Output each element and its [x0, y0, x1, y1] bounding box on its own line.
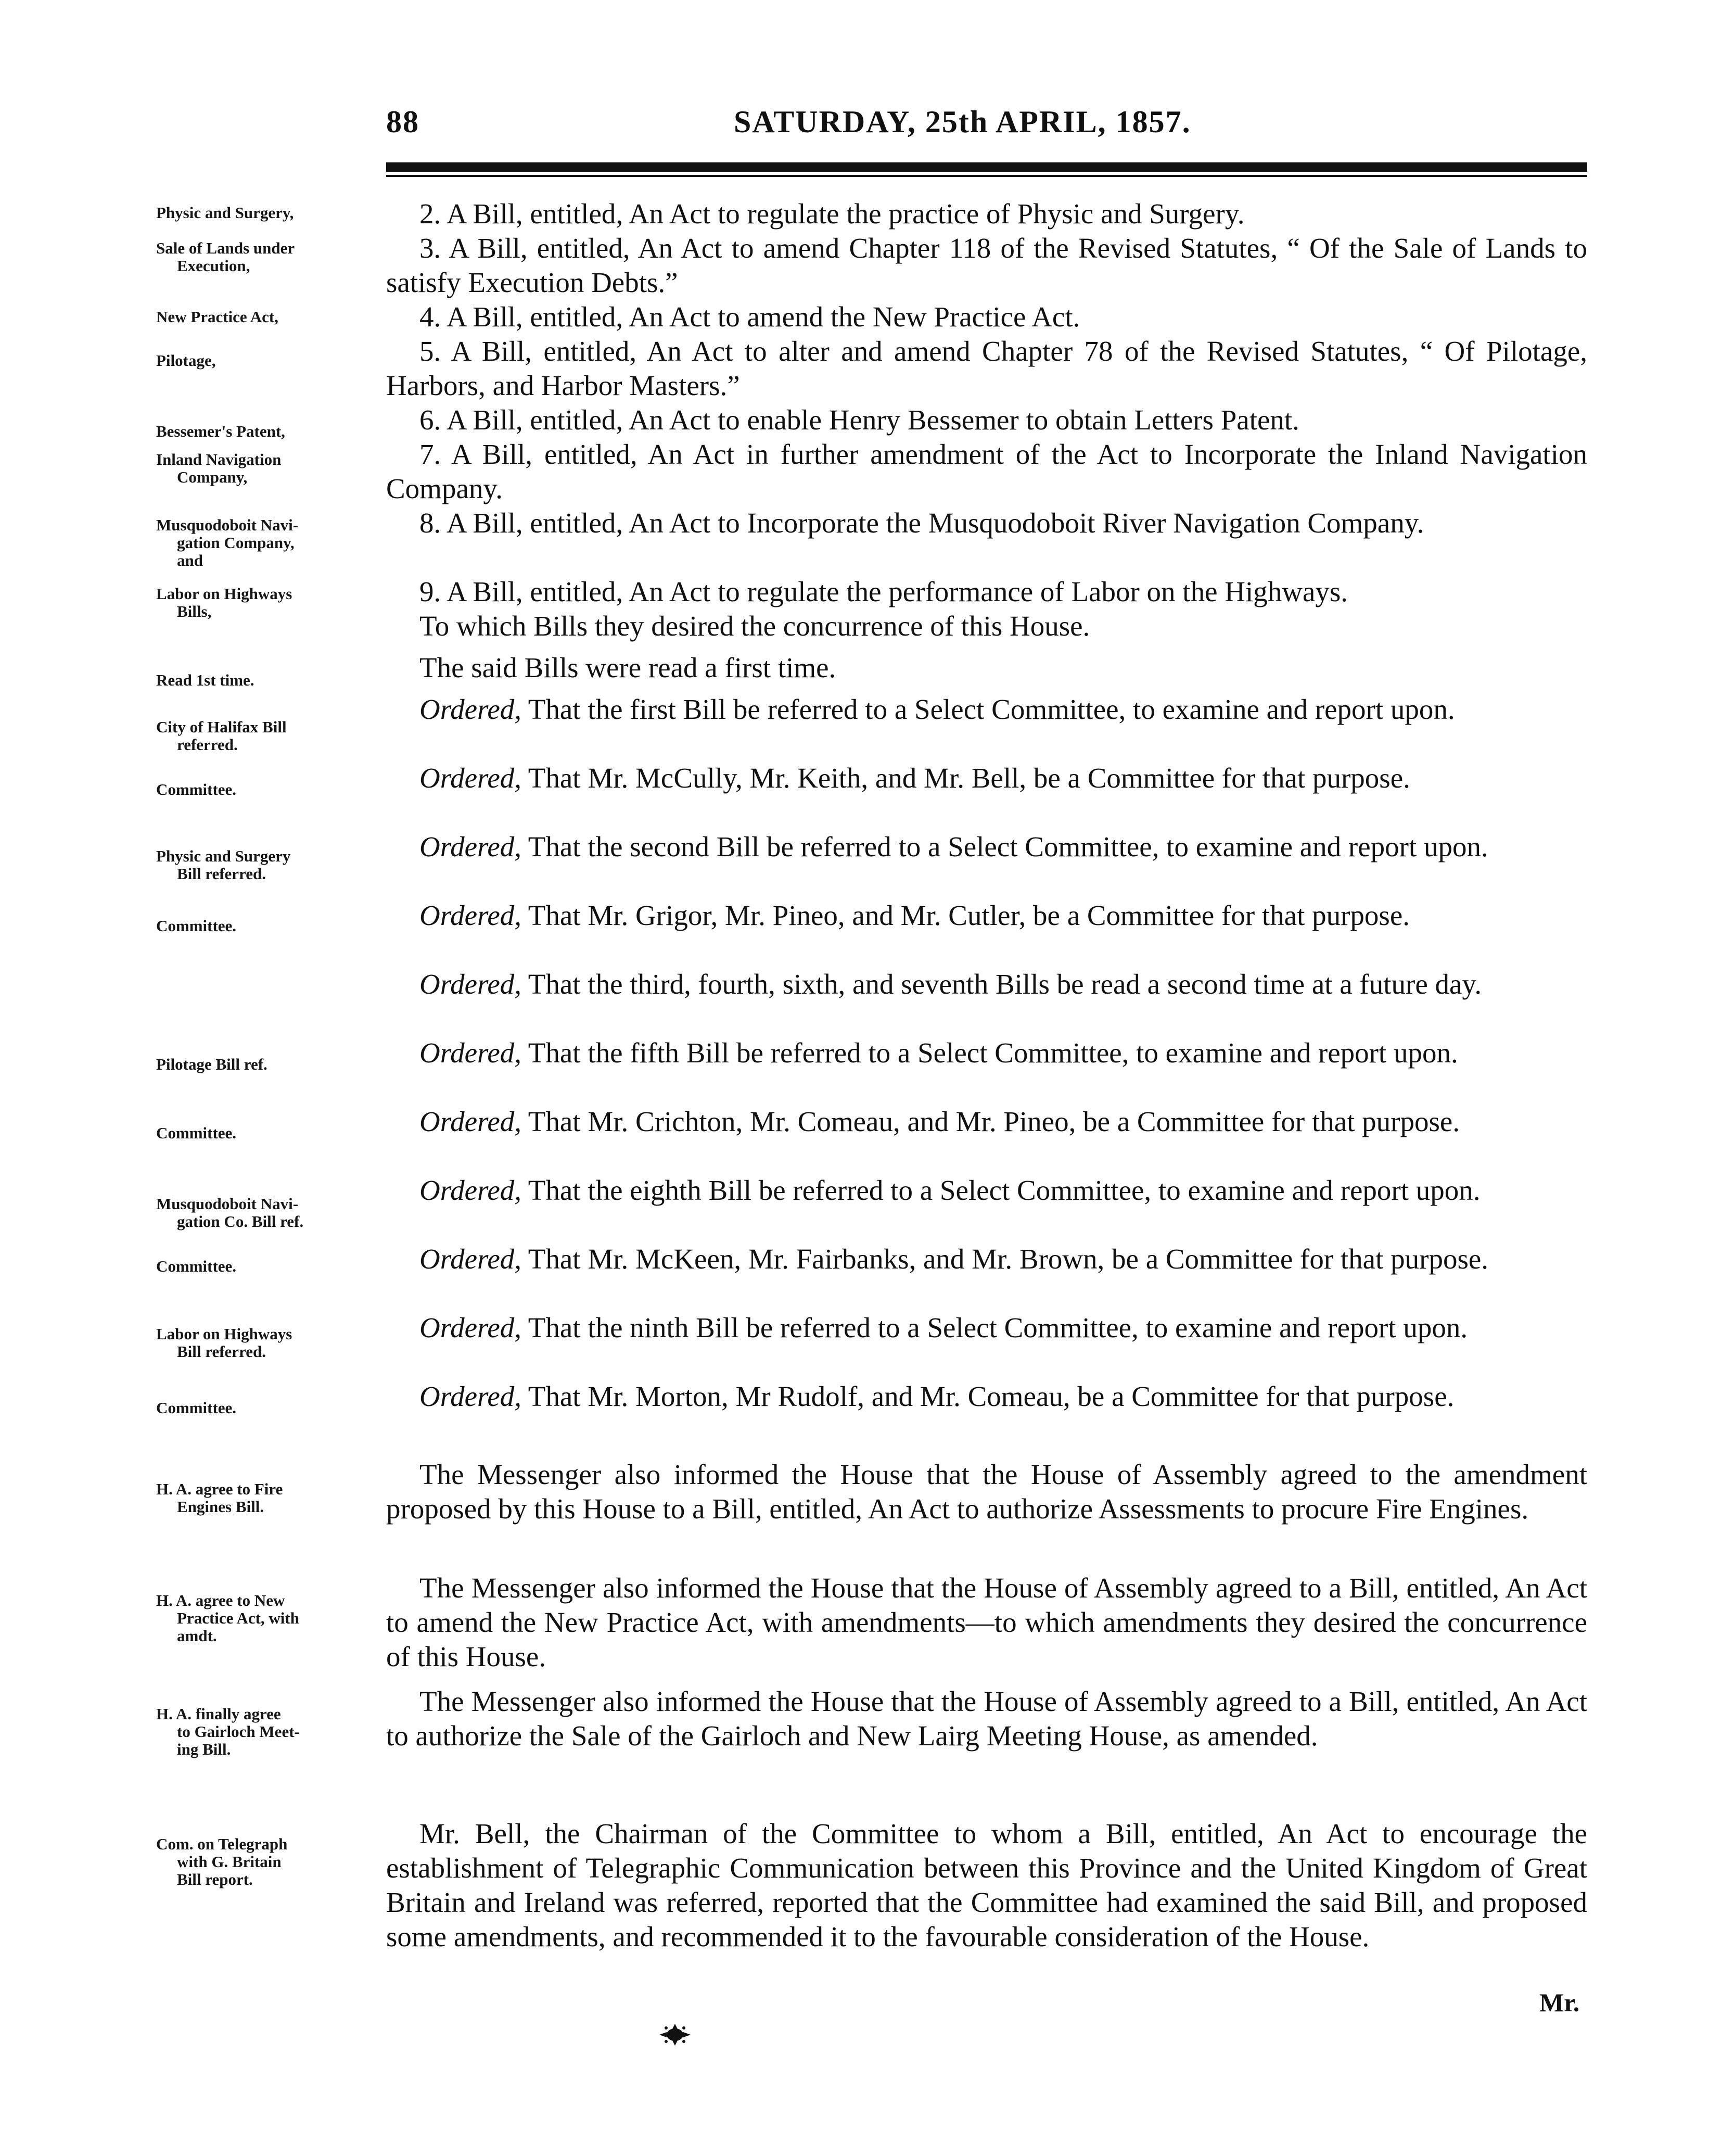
- margin-note: Pilotage,: [156, 351, 216, 370]
- margin-note: Musquodoboit Navi- gation Co. Bill ref.: [156, 1195, 304, 1231]
- margin-note: Musquodoboit Navi- gation Company, and: [156, 516, 299, 569]
- bill-item: 2. A Bill, entitled, An Act to regulate the practice of Physic and Surgery.: [419, 198, 1245, 230]
- bill-item: 4. A Bill, entitled, An Act to amend the New Practice Act.: [419, 301, 1080, 333]
- margin-note: Read 1st time.: [156, 671, 254, 689]
- messenger-paragraph: The Messenger also informed the House that the House of Assembly agreed to a Bill, entitled, An Act to amend the New Practice Act, with amendments—to which amendments they desired the concurrence of this House.: [386, 1572, 1587, 1672]
- page-number: 88: [386, 105, 419, 139]
- bill-item: 8. A Bill, entitled, An Act to Incorporate the Musquodoboit River Navigation Company.: [419, 507, 1424, 539]
- bill-item: 5. A Bill, entitled, An Act to alter and amend Chapter 78 of the Revised Statutes, “ Of Pilotage, Harbors, and Harbor Masters.”: [386, 335, 1587, 401]
- margin-note: Committee.: [156, 1399, 237, 1417]
- order-paragraph: Ordered, That the fifth Bill be referred to a Select Committee, to examine and report upon.: [419, 1037, 1458, 1069]
- order-paragraph: Ordered, That the second Bill be referred to a Select Committee, to examine and report upon.: [419, 831, 1488, 863]
- margin-note: Committee.: [156, 1124, 237, 1142]
- header-rule-thick: [386, 162, 1587, 172]
- order-paragraph: Ordered, That the eighth Bill be referred to a Select Committee, to examine and report upon.: [419, 1174, 1481, 1206]
- margin-note: Labor on Highways Bill referred.: [156, 1325, 292, 1361]
- margin-note: Physic and Surgery,: [156, 204, 294, 222]
- margin-note: Sale of Lands under Execution,: [156, 239, 295, 275]
- page-date: SATURDAY, 25th APRIL, 1857.: [734, 105, 1191, 139]
- margin-note: Labor on Highways Bills,: [156, 585, 292, 620]
- margin-note: Pilotage Bill ref.: [156, 1055, 267, 1073]
- header-rule-thin: [386, 175, 1587, 177]
- messenger-paragraph: The Messenger also informed the House that the House of Assembly agreed to the amendment proposed by this House to a Bill, entitled, An Act to authorize Assessments to procure Fire Engines.: [386, 1459, 1587, 1525]
- printer-ornament-icon: [657, 2022, 693, 2048]
- margin-note: H. A. finally agree to Gairloch Meet- ing Bill.: [156, 1705, 300, 1758]
- bill-item: 9. A Bill, entitled, An Act to regulate the performance of Labor on the Highways.: [419, 576, 1348, 607]
- telegraph-report-paragraph: Mr. Bell, the Chairman of the Committee to whom a Bill, entitled, An Act to encourage the establishment of Telegraphic Communication between this Province and the United Kingdom of Great Britain and Ireland was referred, reported that the Committee had examined the said Bill, and proposed some amendments, and recommended it to the favourable consideration of the House.: [386, 1818, 1587, 1952]
- bill-item: 7. A Bill, entitled, An Act in further amendment of the Act to Incorporate the Inland Navigation Company.: [386, 438, 1587, 504]
- order-paragraph: Ordered, That Mr. Morton, Mr Rudolf, and Mr. Comeau, be a Committee for that purpose.: [419, 1380, 1455, 1412]
- order-paragraph: Ordered, That Mr. McKeen, Mr. Fairbanks, and Mr. Brown, be a Committee for that purpose.: [419, 1243, 1489, 1275]
- margin-note: New Practice Act,: [156, 308, 278, 326]
- catchword: Mr.: [1539, 1988, 1580, 2017]
- paragraph: The said Bills were read a first time.: [419, 652, 836, 683]
- margin-note: City of Halifax Bill referred.: [156, 718, 287, 754]
- bill-item: 3. A Bill, entitled, An Act to amend Chapter 118 of the Revised Statutes, “ Of the Sale of Lands to satisfy Execution Debts.”: [386, 232, 1587, 298]
- margin-note: Com. on Telegraph with G. Britain Bill report.: [156, 1835, 288, 1888]
- margin-note: H. A. agree to New Practice Act, with amdt.: [156, 1591, 299, 1645]
- order-paragraph: Ordered, That the first Bill be referred to a Select Committee, to examine and report upon.: [419, 693, 1455, 725]
- margin-note: Committee.: [156, 917, 237, 935]
- bill-item: 6. A Bill, entitled, An Act to enable Henry Bessemer to obtain Letters Patent.: [419, 404, 1299, 436]
- margin-note: Inland Navigation Company,: [156, 450, 282, 486]
- order-paragraph: Ordered, That Mr. Grigor, Mr. Pineo, and Mr. Cutler, be a Committee for that purpose.: [419, 899, 1410, 931]
- margin-note: Committee.: [156, 780, 237, 798]
- margin-note: Bessemer's Patent,: [156, 422, 285, 440]
- margin-note: Physic and Surgery Bill referred.: [156, 847, 291, 883]
- messenger-paragraph: The Messenger also informed the House that the House of Assembly agreed to a Bill, entitled, An Act to authorize the Sale of the Gairloch and New Lairg Meeting House, as amended.: [386, 1685, 1587, 1752]
- margin-note: H. A. agree to Fire Engines Bill.: [156, 1480, 283, 1516]
- order-paragraph: Ordered, That Mr. McCully, Mr. Keith, and Mr. Bell, be a Committee for that purpose.: [419, 762, 1410, 794]
- page-header: [386, 104, 1587, 146]
- order-paragraph: Ordered, That the ninth Bill be referred to a Select Committee, to examine and report upon.: [419, 1312, 1468, 1343]
- order-paragraph: Ordered, That Mr. Crichton, Mr. Comeau, and Mr. Pineo, be a Committee for that purpose.: [419, 1106, 1460, 1137]
- paragraph: To which Bills they desired the concurrence of this House.: [419, 610, 1090, 642]
- margin-note: Committee.: [156, 1257, 237, 1275]
- order-paragraph: Ordered, That the third, fourth, sixth, and seventh Bills be read a second time at a future day.: [419, 968, 1482, 1000]
